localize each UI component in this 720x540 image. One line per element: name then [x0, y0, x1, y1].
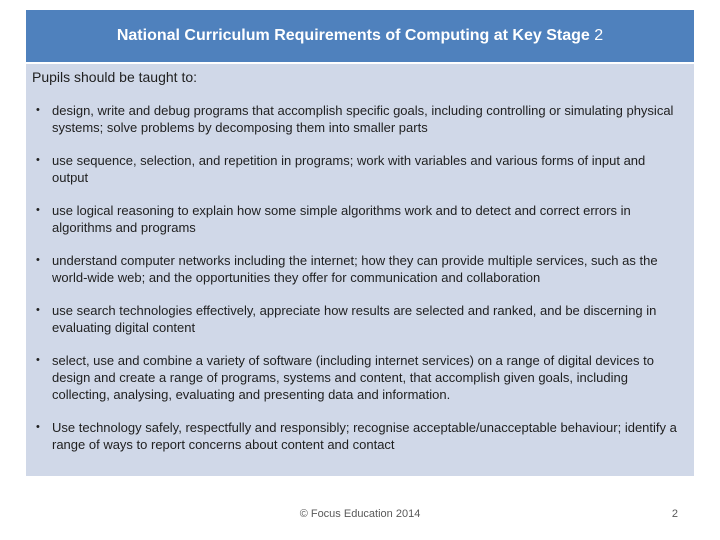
slide-header — [26, 10, 694, 62]
intro-text: Pupils should be taught to: — [32, 69, 198, 85]
list-item-text: select, use and combine a variety of software (including internet services) on a range of digital devices to design and create a range of programs, systems and content, that accomplish given goals, including collecting, analysing, evaluating and presenting data and information. — [52, 353, 654, 402]
requirements-list — [32, 102, 680, 453]
bullet-icon: • — [36, 421, 40, 433]
slide-title — [117, 27, 603, 45]
bullet-icon: • — [36, 154, 40, 166]
list-item — [32, 252, 680, 286]
bullet-icon: • — [36, 254, 40, 266]
list-item — [32, 419, 680, 453]
bullet-icon: • — [36, 204, 40, 216]
page-number: 2 — [671, 508, 678, 520]
list-item-text: design, write and debug programs that accomplish specific goals, including controlling or simulating physical systems; solve problems by decomposing them into smaller parts — [52, 103, 674, 135]
list-item — [32, 202, 680, 236]
list-item-text: use sequence, selection, and repetition in programs; work with variables and various forms of input and output — [52, 153, 646, 185]
list-item — [32, 102, 680, 136]
key-stage-number: 2 — [594, 27, 604, 44]
requirements-panel — [26, 64, 694, 476]
list-item — [32, 352, 680, 403]
list-item-text: understand computer networks including the internet; how they can provide multiple services, such as the world-wide web; and the opportunities they offer for communication and collaboration — [52, 253, 658, 285]
bullet-icon: • — [36, 304, 40, 316]
slide-title-text: National Curriculum Requirements of Computing at Key Stage — [116, 27, 590, 44]
bullet-icon: • — [36, 104, 40, 116]
footer-copyright: © Focus Education 2014 — [299, 508, 421, 520]
bullet-icon: • — [36, 354, 40, 366]
list-item-text: Use technology safely, respectfully and responsibly; recognise acceptable/unacceptable behaviour; identify a range of ways to report concerns about content and contact — [52, 420, 677, 452]
list-item — [32, 152, 680, 186]
list-item-text: use search technologies effectively, appreciate how results are selected and ranked, and be discerning in evaluating digital content — [52, 303, 657, 335]
list-item — [32, 302, 680, 336]
list-item-text: use logical reasoning to explain how some simple algorithms work and to detect and correct errors in algorithms and programs — [52, 203, 631, 235]
